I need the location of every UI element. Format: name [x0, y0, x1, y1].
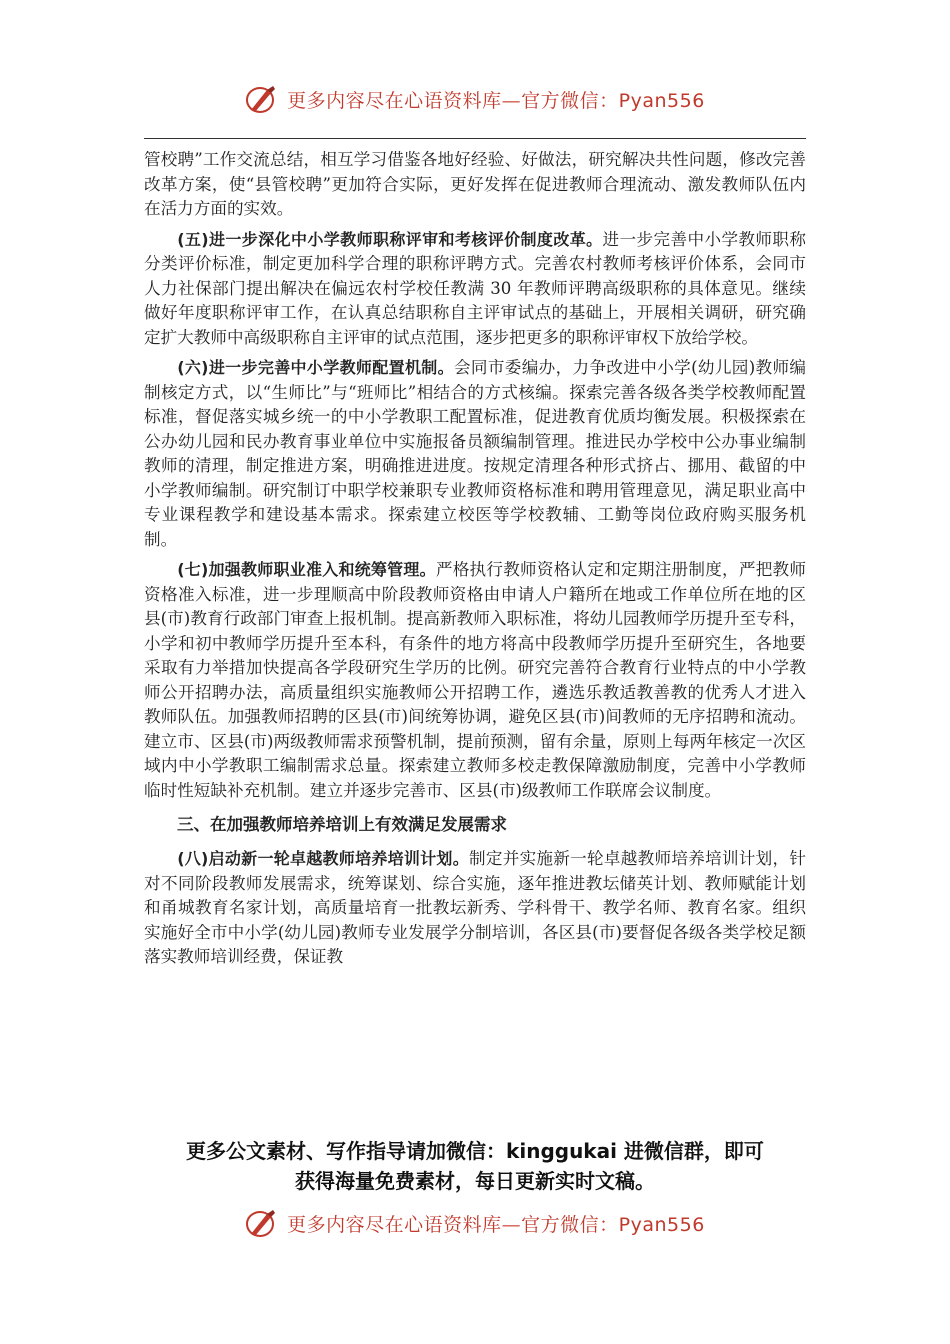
paragraph-item-7 — [144, 558, 806, 803]
watermark-wechat: 官方微信：Pyan556 — [521, 89, 705, 112]
item-8-body: 制定并实施新一轮卓越教师培养培训计划，针对不同阶段教师发展需求，统筹谋划、综合实施，逐年推进教坛储英计划、教师赋能计划和甬城教育名家计划，高质量培育一批教坛新秀、学科骨干、教学名师、教育名家。组织实施好全市中小学(幼儿园)教师专业发展学分制培训，各区县(市)要督促各级各类学校足额落实教师培训经费，保证教 — [144, 849, 806, 966]
item-5-body: 进一步完善中小学教师职称分类评价标准，制定更加科学合理的职称评聘方式。完善农村教师考核评价体系，会同市人力社保部门提出解决在偏远农村学校任教满 30 年教师评聘高级职称的具体意见。继续做好年度职称评审工作，在认真总结职称自主评审试点的基础上，开展相关调研，研究确定扩大教师中高级职称自主评审的试点范围，逐步把更多的职称评审权下放给学校。 — [144, 229, 806, 347]
header-divider — [144, 138, 806, 139]
promo-line-2: 获得海量免费素材，每日更新实时文稿。 — [295, 1169, 655, 1193]
promo-banner — [100, 1136, 850, 1196]
document-body — [144, 148, 806, 976]
paragraph-continued: 管校聘”工作交流总结，相互学习借鉴各地好经验、好做法，研究解决共性问题，修改完善改革方案，使“县管校聘”更加符合实际，更好发挥在促进教师合理流动、激发教师队伍内在活力方面的实效。 — [144, 150, 806, 218]
pen-logo-icon — [245, 84, 279, 114]
paragraph-item-6 — [144, 356, 806, 552]
item-7-body: 严格执行教师资格认定和定期注册制度，严把教师资格准入标准，进一步理顺高中阶段教师资格由申请人户籍所在地或工作单位所在地的区县(市)教育行政部门审查上报机制。提高新教师入职标准，将幼儿园教师学历提升至专科，小学和初中教师学历提升至本科，有条件的地方将高中段教师学历提升至研究生，各地要采取有力举措加快提高各学段研究生学历的比例。研究完善符合教育行业特点的中小学教师公开招聘办法，高质量组织实施教师公开招聘工作，遴选乐教适教善教的优秀人才进入教师队伍。加强教师招聘的区县(市)间统筹协调，避免区县(市)间教师的无序招聘和流动。建立市、区县(市)两级教师需求预警机制，提前预测，留有余量，原则上每两年核定一次区域内中小学教职工编制需求总量。探索建立教师多校走教保障激励制度，完善中小学教师临时性短缺补充机制。建立并逐步完善市、区县(市)级教师工作联席会议制度。 — [144, 560, 806, 800]
watermark-text — [287, 86, 705, 113]
watermark-dash: — — [501, 1213, 522, 1236]
watermark-text — [287, 1210, 705, 1237]
paragraph-item-8 — [144, 847, 806, 970]
watermark-dash: — — [501, 89, 522, 112]
watermark-main: 更多内容尽在心语资料库 — [287, 1213, 502, 1236]
promo-line-1: 更多公文素材、写作指导请加微信：kinggukai 进微信群，即可 — [186, 1139, 764, 1163]
footer-watermark — [0, 1208, 950, 1238]
watermark-wechat: 官方微信：Pyan556 — [521, 1213, 705, 1236]
paragraph-item-5 — [144, 228, 806, 351]
pen-logo-icon — [245, 1208, 279, 1238]
item-7-title: (七)加强教师职业准入和统筹管理。 — [177, 560, 436, 579]
item-6-title: (六)进一步完善中小学教师配置机制。 — [177, 358, 454, 377]
section-heading-3: 三、在加强教师培养培训上有效满足发展需求 — [177, 815, 507, 834]
watermark-main: 更多内容尽在心语资料库 — [287, 89, 502, 112]
item-6-body: 会同市委编办，力争改进中小学(幼儿园)教师编制核定方式，以“生师比”与“班师比”相结合的方式核编。探索完善各级各类学校教师配置标准，督促落实城乡统一的中小学教职工配置标准，促进教育优质均衡发展。积极探索在公办幼儿园和民办教育事业单位中实施报备员额编制管理。推进民办学校中公办事业编制教师的清理，制定推进方案，明确推进进度。按规定清理各种形式挤占、挪用、截留的中小学教师编制。研究制订中职学校兼职专业教师资格标准和聘用管理意见，满足职业高中专业课程教学和建设基本需求。探索建立校医等学校教辅、工勤等岗位政府购买服务机制。 — [144, 358, 806, 549]
item-8-title: (八)启动新一轮卓越教师培养培训计划。 — [177, 849, 469, 868]
item-5-title: (五)进一步深化中小学教师职称评审和考核评价制度改革。 — [177, 229, 603, 249]
header-watermark — [0, 84, 950, 114]
